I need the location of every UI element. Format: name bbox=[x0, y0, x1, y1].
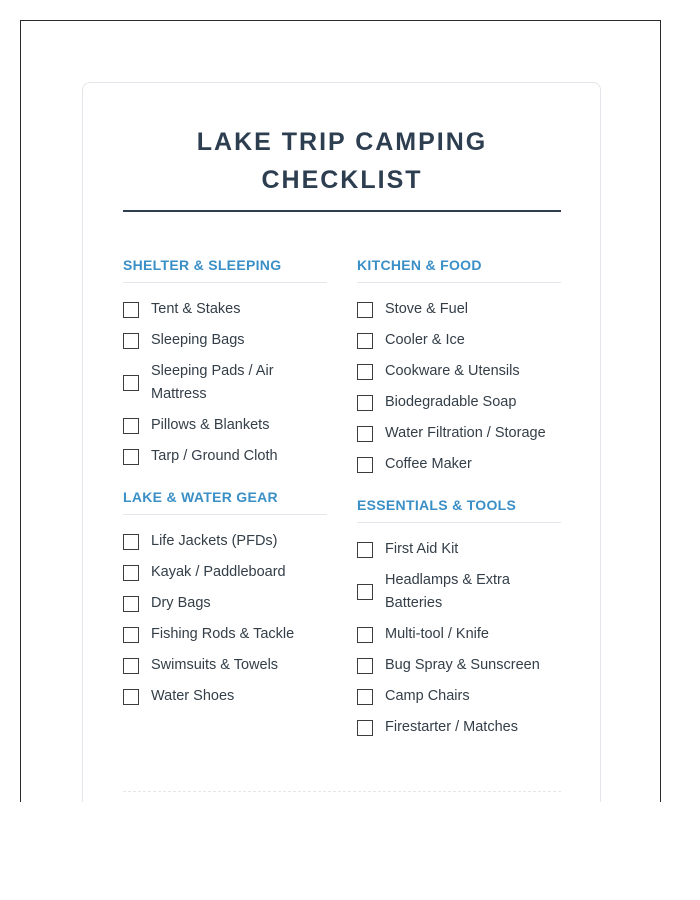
section-essentials-tools bbox=[357, 497, 561, 739]
checkbox[interactable] bbox=[123, 418, 139, 434]
checkbox[interactable] bbox=[357, 364, 373, 380]
checkbox[interactable] bbox=[123, 375, 139, 391]
checkbox[interactable] bbox=[357, 333, 373, 349]
checklist-item[interactable] bbox=[357, 538, 561, 561]
section-title: SHELTER & SLEEPING bbox=[123, 257, 327, 283]
checkbox[interactable] bbox=[357, 584, 373, 600]
page-frame bbox=[20, 20, 661, 802]
checkbox[interactable] bbox=[357, 658, 373, 674]
checkbox[interactable] bbox=[123, 596, 139, 612]
item-label: Camp Chairs bbox=[385, 688, 470, 704]
checkbox[interactable] bbox=[123, 658, 139, 674]
checklist bbox=[357, 298, 561, 476]
item-label: Sleeping Pads / Air Mattress bbox=[151, 363, 274, 402]
checkbox[interactable] bbox=[357, 395, 373, 411]
checklist-item[interactable] bbox=[357, 391, 561, 414]
checklist-item[interactable] bbox=[123, 298, 327, 321]
checklist-item[interactable] bbox=[357, 569, 561, 615]
checkbox[interactable] bbox=[357, 689, 373, 705]
checkbox[interactable] bbox=[123, 333, 139, 349]
checkbox[interactable] bbox=[357, 457, 373, 473]
checklist-item[interactable] bbox=[357, 298, 561, 321]
item-label: Bug Spray & Sunscreen bbox=[385, 657, 540, 673]
item-label: Water Filtration / Storage bbox=[385, 425, 546, 441]
item-label: Cooler & Ice bbox=[385, 332, 465, 348]
item-label: Tarp / Ground Cloth bbox=[151, 448, 278, 464]
checklist-card bbox=[82, 82, 601, 802]
checklist-item[interactable] bbox=[357, 360, 561, 383]
checklist bbox=[123, 298, 327, 468]
left-column bbox=[123, 257, 327, 729]
checklist-item[interactable] bbox=[357, 716, 561, 739]
item-label: Life Jackets (PFDs) bbox=[151, 533, 278, 549]
checklist-item[interactable] bbox=[123, 445, 327, 468]
item-label: Swimsuits & Towels bbox=[151, 657, 279, 673]
item-label: Headlamps & Extra Batteries bbox=[385, 572, 510, 611]
checkbox[interactable] bbox=[357, 542, 373, 558]
checkbox[interactable] bbox=[357, 627, 373, 643]
page-title: LAKE TRIP CAMPING CHECKLIST bbox=[196, 128, 488, 194]
checklist-item[interactable] bbox=[123, 685, 327, 708]
checklist-item[interactable] bbox=[357, 329, 561, 352]
checklist-item[interactable] bbox=[357, 623, 561, 646]
checkbox[interactable] bbox=[123, 565, 139, 581]
section-lake-water-gear bbox=[123, 489, 327, 708]
title-divider bbox=[123, 210, 561, 212]
checklist-item[interactable] bbox=[123, 654, 327, 677]
checkbox[interactable] bbox=[357, 720, 373, 736]
footer-divider bbox=[123, 791, 561, 792]
checklist-item[interactable] bbox=[123, 360, 327, 406]
item-label: Tent & Stakes bbox=[151, 301, 241, 317]
checklist-item[interactable] bbox=[123, 592, 327, 615]
right-column bbox=[357, 257, 561, 760]
checkbox[interactable] bbox=[357, 426, 373, 442]
checkbox[interactable] bbox=[357, 302, 373, 318]
checklist-item[interactable] bbox=[123, 329, 327, 352]
checklist-item[interactable] bbox=[123, 414, 327, 437]
checklist-item[interactable] bbox=[123, 561, 327, 584]
section-shelter-sleeping bbox=[123, 257, 327, 468]
item-label: Coffee Maker bbox=[385, 456, 472, 472]
section-title: LAKE & WATER GEAR bbox=[123, 489, 327, 515]
item-label: Kayak / Paddleboard bbox=[151, 564, 286, 580]
item-label: Multi-tool / Knife bbox=[385, 626, 489, 642]
checklist-item[interactable] bbox=[123, 623, 327, 646]
checklist-item[interactable] bbox=[123, 530, 327, 553]
checklist-item[interactable] bbox=[357, 654, 561, 677]
item-label: Firestarter / Matches bbox=[385, 719, 518, 735]
checklist bbox=[123, 530, 327, 708]
checkbox[interactable] bbox=[123, 689, 139, 705]
item-label: Sleeping Bags bbox=[151, 332, 245, 348]
item-label: Pillows & Blankets bbox=[151, 417, 270, 433]
item-label: Stove & Fuel bbox=[385, 301, 469, 317]
item-label: Biodegradable Soap bbox=[385, 394, 517, 410]
item-label: Water Shoes bbox=[151, 688, 235, 704]
checkbox[interactable] bbox=[123, 449, 139, 465]
item-label: Fishing Rods & Tackle bbox=[151, 626, 295, 642]
item-label: First Aid Kit bbox=[385, 541, 459, 557]
checkbox[interactable] bbox=[123, 302, 139, 318]
section-title: ESSENTIALS & TOOLS bbox=[357, 497, 561, 523]
checklist-item[interactable] bbox=[357, 422, 561, 445]
item-label: Dry Bags bbox=[151, 595, 211, 611]
checklist-item[interactable] bbox=[357, 453, 561, 476]
checkbox[interactable] bbox=[123, 534, 139, 550]
section-title: KITCHEN & FOOD bbox=[357, 257, 561, 283]
checklist-item[interactable] bbox=[357, 685, 561, 708]
section-kitchen-food bbox=[357, 257, 561, 476]
item-label: Cookware & Utensils bbox=[385, 363, 520, 379]
checklist bbox=[357, 538, 561, 739]
checkbox[interactable] bbox=[123, 627, 139, 643]
